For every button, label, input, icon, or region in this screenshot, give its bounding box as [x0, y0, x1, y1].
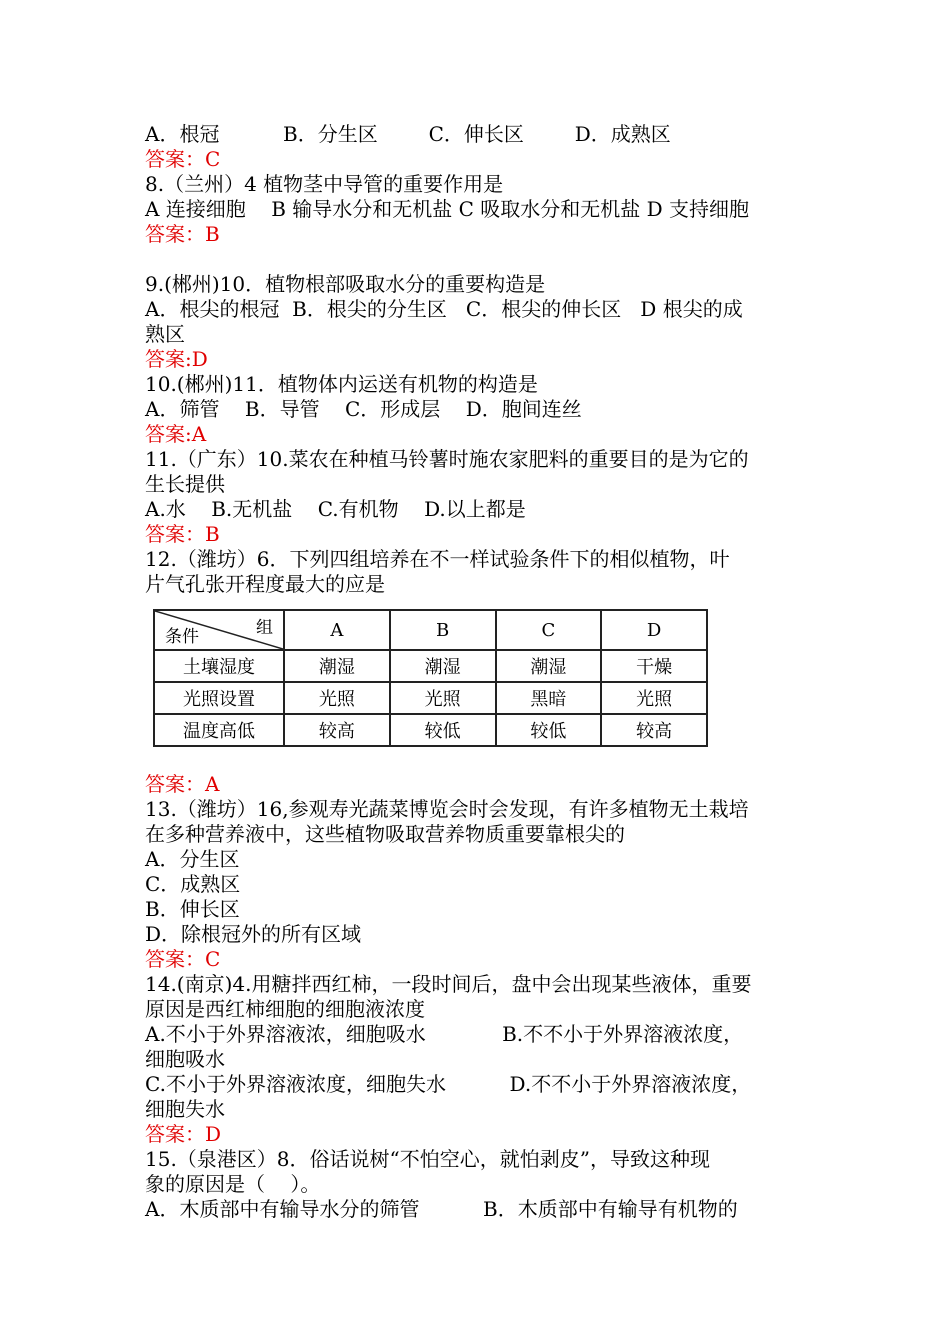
text-line: A.水 B.无机盐 C.有机物 D.以上都是	[145, 497, 526, 521]
table-corner-cell	[154, 610, 284, 650]
condition-table	[153, 609, 708, 747]
table-cell: 较低	[496, 714, 602, 746]
table-row	[154, 682, 707, 714]
table-cell: 较高	[284, 714, 390, 746]
answer-line: 答案:A	[145, 422, 207, 446]
text-line: A．木质部中有输导水分的筛管 B．木质部中有输导有机物的	[145, 1197, 738, 1221]
text-line: D．除根冠外的所有区域	[145, 922, 362, 946]
table-cell: 较高	[601, 714, 707, 746]
text-line: 片气孔张开程度最大的应是	[145, 572, 385, 596]
text-line: 生长提供	[145, 472, 225, 496]
text-line: A.不小于外界溶液浓，细胞吸水 B.不不小于外界溶液浓度，	[145, 1022, 744, 1046]
text-line: C．成熟区	[145, 872, 241, 896]
corner-top-label: 组	[256, 618, 273, 638]
row-label: 光照设置	[154, 682, 284, 714]
text-line: 13.（潍坊）16,参观寿光蔬菜博览会时会发现，有许多植物无土栽培	[145, 797, 749, 821]
table-cell: 较低	[390, 714, 496, 746]
table-row	[154, 714, 707, 746]
text-line: 细胞失水	[145, 1097, 225, 1121]
text-line: 细胞吸水	[145, 1047, 225, 1071]
answer-line: 答案：B	[145, 522, 220, 546]
answer-line: 答案:D	[145, 347, 208, 371]
table-cell: 黑暗	[496, 682, 602, 714]
table-cell: 光照	[284, 682, 390, 714]
table-cell: 潮湿	[496, 650, 602, 682]
text-line: 10.(郴州)11．植物体内运送有机物的构造是	[145, 372, 538, 396]
answer-line: 答案：C	[145, 147, 221, 171]
table-row	[154, 650, 707, 682]
text-line: 14.(南京)4.用糖拌西红柿，一段时间后，盘中会出现某些液体，重要	[145, 972, 752, 996]
column-header: D	[601, 610, 707, 650]
answer-line: 答案：C	[145, 947, 221, 971]
column-header: A	[284, 610, 390, 650]
text-line: C.不小于外界溶液浓度，细胞失水 D.不不小于外界溶液浓度，	[145, 1072, 752, 1096]
condition-table-wrap	[145, 597, 810, 772]
table-cell: 光照	[390, 682, 496, 714]
corner-bottom-label: 条件	[165, 627, 199, 647]
blank-line	[145, 247, 810, 272]
table-cell: 潮湿	[284, 650, 390, 682]
text-line: 12.（潍坊）6．下列四组培养在不一样试验条件下的相似植物，叶	[145, 547, 730, 571]
text-line: A．根尖的根冠 B．根尖的分生区 C．根尖的伸长区 D 根尖的成	[145, 297, 743, 321]
row-label: 温度高低	[154, 714, 284, 746]
table-cell: 干燥	[601, 650, 707, 682]
text-line: A．筛管 B．导管 C．形成层 D．胞间连丝	[145, 397, 582, 421]
text-line: B．伸长区	[145, 897, 240, 921]
text-line: 8.（兰州）4 植物茎中导管的重要作用是	[145, 172, 504, 196]
document-page	[145, 122, 810, 1222]
answer-line: 答案：D	[145, 1122, 222, 1146]
row-label: 土壤湿度	[154, 650, 284, 682]
text-line: 在多种营养液中，这些植物吸取营养物质重要靠根尖的	[145, 822, 625, 846]
text-line: 熟区	[145, 322, 185, 346]
text-line: 9.(郴州)10．植物根部吸取水分的重要构造是	[145, 272, 546, 296]
table-header-row	[154, 610, 707, 650]
text-line: A 连接细胞 B 输导水分和无机盐 C 吸取水分和无机盐 D 支持细胞	[145, 197, 750, 221]
text-line: 象的原因是（ ）。	[145, 1172, 321, 1196]
text-line: 原因是西红柿细胞的细胞液浓度	[145, 997, 425, 1021]
column-header: B	[390, 610, 496, 650]
table-cell: 光照	[601, 682, 707, 714]
table-cell: 潮湿	[390, 650, 496, 682]
answer-line: 答案：A	[145, 772, 220, 796]
column-header: C	[496, 610, 602, 650]
answer-line: 答案：B	[145, 222, 220, 246]
text-line: A．根冠 B．分生区 C．伸长区 D．成熟区	[145, 122, 671, 146]
text-line: 15.（泉港区）8．俗话说树“不怕空心，就怕剥皮”，导致这种现	[145, 1147, 710, 1171]
question-block-2	[145, 772, 810, 1222]
text-line: 11.（广东）10.菜农在种植马铃薯时施农家肥料的重要目的是为它的	[145, 447, 749, 471]
question-block-1	[145, 122, 810, 597]
text-line: A．分生区	[145, 847, 240, 871]
